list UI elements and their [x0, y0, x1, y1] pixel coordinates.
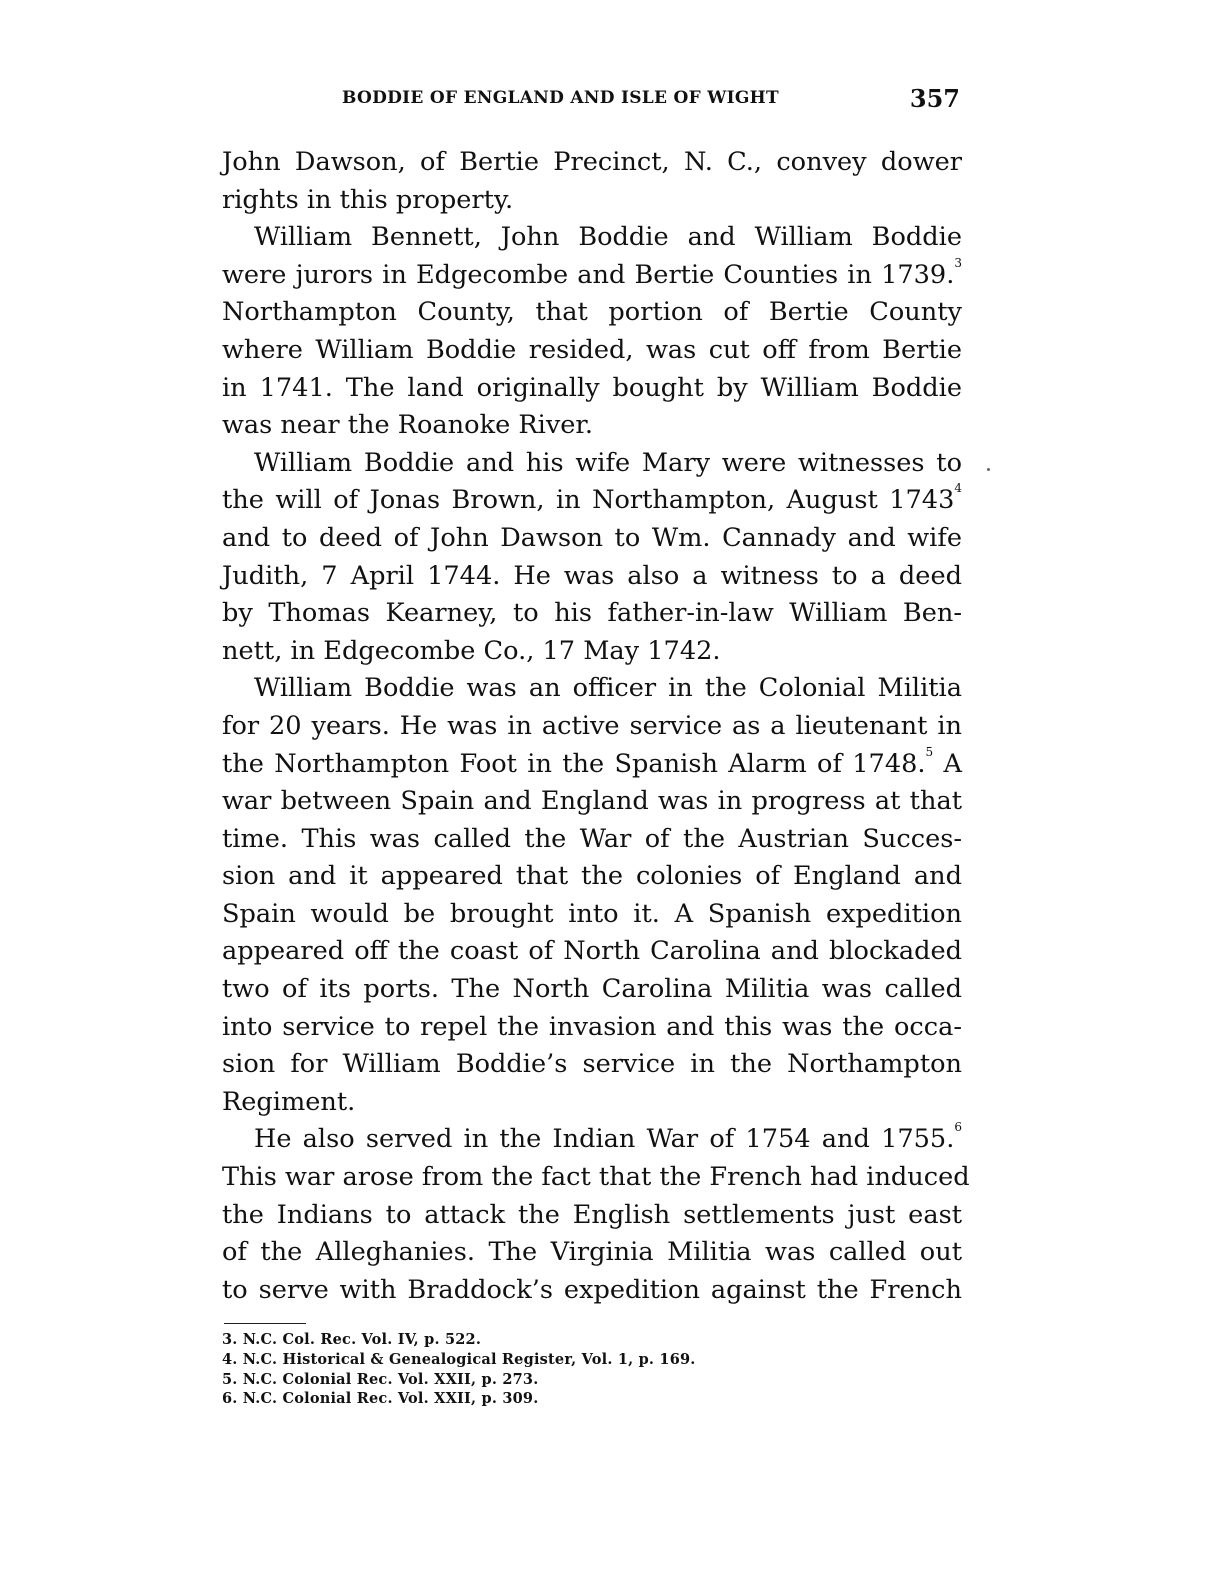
text-line: by Thomas Kearney, to his father-in-law William Ben-: [222, 598, 962, 629]
footnote-ref: 3: [954, 255, 962, 270]
footnote: 5. N.C. Colonial Rec. Vol. XXII, p. 273.: [222, 1370, 539, 1388]
text-line: Judith, 7 April 1744. He was also a witness to a deed: [222, 560, 962, 591]
footnote-ref: 4: [954, 481, 962, 496]
text-line: where William Boddie resided, was cut off from Bertie: [222, 334, 962, 365]
text-line: nett, in Edgecombe Co., 17 May 1742.: [222, 635, 721, 666]
running-title: BODDIE OF ENGLAND AND ISLE OF WIGHT: [342, 88, 779, 108]
text-line-content: He also served in the Indian War of 1754 and 1755.: [254, 1124, 955, 1155]
text-line: the Indians to attack the English settlements just east: [222, 1199, 962, 1230]
text-line: appeared off the coast of North Carolina and blockaded: [222, 936, 962, 967]
text-line: [222, 257, 962, 295]
scan-speck: [987, 468, 990, 471]
text-line: into service to repel the invasion and this was the occa-: [222, 1011, 962, 1042]
text-line: [222, 1121, 962, 1159]
text-line: John Dawson, of Bertie Precinct, N. C., convey dower: [222, 147, 962, 177]
text-line: for 20 years. He was in active service as a lieutenant in: [222, 710, 962, 741]
page-number: 357: [909, 84, 960, 113]
footnote-ref: 6: [954, 1120, 962, 1135]
text-line-content: were jurors in Edgecombe and Bertie Counties in 1739.: [222, 259, 955, 290]
text-line: of the Alleghanies. The Virginia Militia was called out: [222, 1237, 962, 1268]
footnotes: [222, 1330, 962, 1408]
running-head: [222, 84, 962, 120]
text-line: William Boddie and his wife Mary were witnesses to: [254, 447, 962, 478]
footnote: 4. N.C. Historical & Genealogical Register, Vol. 1, p. 169.: [222, 1351, 696, 1368]
text-line: Northampton County, that portion of Bertie County: [222, 297, 962, 328]
text-line: in 1741. The land originally bought by William Boddie: [222, 372, 962, 403]
text-line: Regiment.: [222, 1086, 356, 1117]
footnote: 3. N.C. Col. Rec. Vol. IV, p. 522.: [222, 1331, 482, 1349]
footnote-ref: 5: [925, 744, 934, 759]
text-line-content: A: [943, 748, 963, 779]
text-line: sion for William Boddie’s service in the Northampton: [222, 1049, 962, 1080]
text-line: rights in this property.: [222, 184, 514, 215]
text-line: to serve with Braddock’s expedition against the French: [222, 1274, 962, 1305]
text-line: [222, 482, 962, 520]
footnote: 6. N.C. Colonial Rec. Vol. XXII, p. 309.: [222, 1390, 539, 1408]
text-line: war between Spain and England was in progress at that: [222, 786, 962, 817]
text-line-content: the will of Jonas Brown, in Northampton, August 1743: [222, 485, 955, 516]
footnote-rule: [224, 1323, 306, 1324]
text-line: two of its ports. The North Carolina Militia was called: [222, 974, 962, 1005]
text-line: William Boddie was an officer in the Colonial Militia: [254, 673, 962, 704]
text-line: time. This was called the War of the Austrian Succes-: [222, 823, 962, 854]
text-line-content: the Northampton Foot in the Spanish Alarm of 1748.: [222, 748, 926, 779]
text-line: and to deed of John Dawson to Wm. Cannady and wife: [222, 522, 962, 553]
text-line: sion and it appeared that the colonies of England and: [222, 861, 962, 892]
text-line: William Bennett, John Boddie and William Boddie: [254, 222, 962, 253]
text-line: Spain would be brought into it. A Spanish expedition: [222, 898, 962, 929]
text-line: [222, 746, 962, 784]
book-page: [222, 84, 970, 1409]
text-line: This war arose from the fact that the French had induced: [222, 1162, 970, 1193]
text-line: was near the Roanoke River.: [222, 410, 593, 441]
body-text: [222, 144, 970, 1309]
